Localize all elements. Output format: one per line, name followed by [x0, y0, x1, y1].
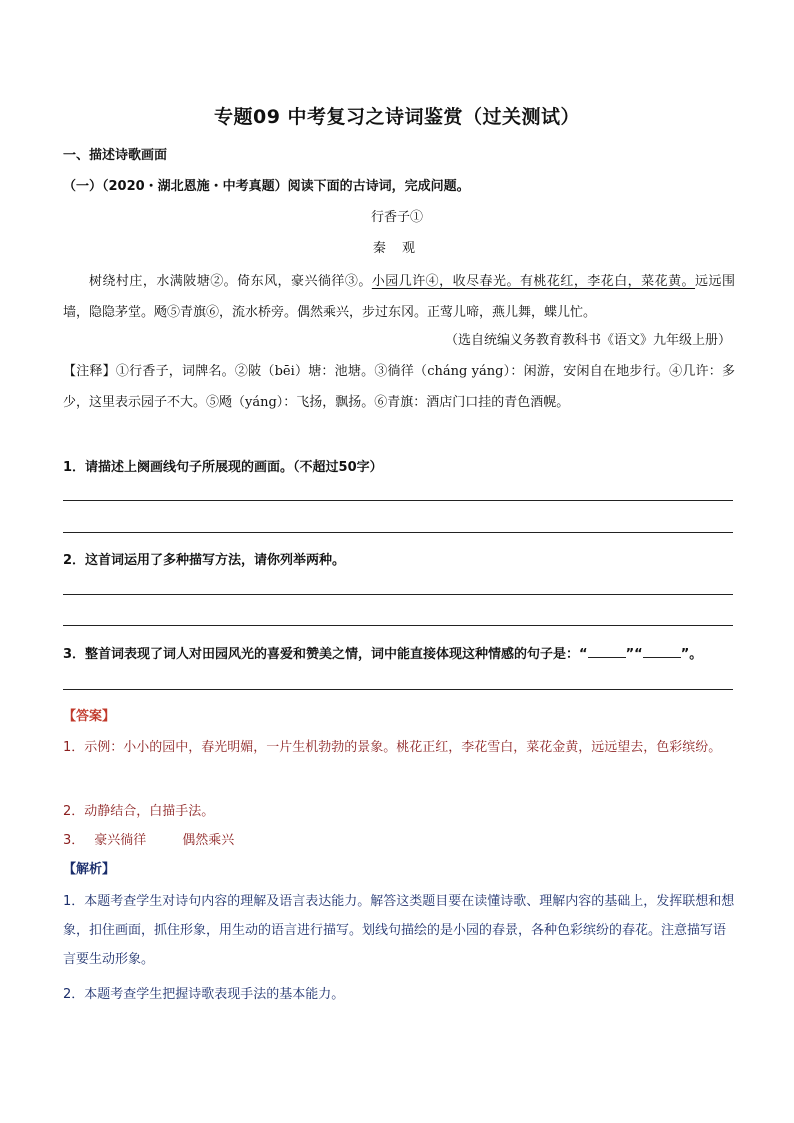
poem-body-part2: 远远围墙，隐隐茅堂。飏⑤青旗⑥，流水桥旁。偶然乘兴，步过东冈。正莺儿啼，燕儿舞，蝶儿忙。	[63, 274, 735, 320]
poem-body-part1: 树绕村庄，水满陂塘②。倚东风，豪兴徜徉③。	[89, 274, 372, 289]
question-2: 2．这首词运用了多种描写方法，请你列举两种。	[63, 553, 346, 568]
fill-blank-2	[643, 645, 681, 658]
question-3-mid: ”“	[625, 647, 643, 662]
answer-line	[63, 532, 733, 533]
answer-label: 【答案】	[63, 709, 116, 724]
answer-3	[63, 829, 234, 848]
poem-source: （选自统编义务教育教科书《语文》九年级上册）	[444, 333, 731, 348]
question-3-prefix: 3．整首词表现了词人对田园风光的喜爱和赞美之情，词中能直接体现这种情感的句子是：“	[63, 647, 588, 662]
poem-title: 行香子①	[370, 210, 423, 225]
analysis-2: 2．本题考查学生把握诗歌表现手法的基本能力。	[63, 987, 345, 1002]
answer-line	[63, 625, 733, 626]
poem-body	[63, 266, 735, 328]
question-source: （一）（2020・湖北恩施・中考真题）阅读下面的古诗词，完成问题。	[63, 179, 470, 194]
answer-1: 1．示例：小小的园中，春光明媚，一片生机勃勃的景象。桃花正红，李花雪白，菜花金黄，远远望去，色彩缤纷。	[63, 740, 722, 755]
section-heading: 一、描述诗歌画面	[63, 148, 168, 163]
poem-author: 秦 观	[372, 241, 422, 256]
question-1: 1．请描述上阕画线句子所展现的画面。（不超过50字）	[63, 460, 383, 475]
answer-2: 2．动静结合，白描手法。	[63, 804, 215, 819]
question-3	[63, 643, 702, 662]
answer-line	[63, 689, 733, 690]
fill-blank-1	[588, 645, 626, 658]
analysis-1: 1．本题考查学生对诗句内容的理解及语言表达能力。解答这类题目要在读懂诗歌、理解内容的基础上，发挥联想和想象，扣住画面，抓住形象，用生动的语言进行描写。划线句描绘的是小园的春景，各种色彩缤纷的春花。注意描写语言要生动形象。	[63, 894, 735, 967]
analysis-label: 【解析】	[63, 862, 116, 877]
poem-underlined-lines: 小园几许④，收尽春光。有桃花红，李花白，菜花黄。	[371, 274, 696, 289]
question-3-suffix: ”。	[680, 647, 703, 662]
answer-line	[63, 594, 733, 595]
answer-line	[63, 500, 733, 501]
page-title: 专题09 中考复习之诗词鉴赏（过关测试）	[213, 106, 581, 128]
poem-notes: 【注释】①行香子，词牌名。②陂（bēi）塘：池塘。③徜徉（cháng yáng）：闲游，安闲自在地步行。④几许：多少，这里表示园子不大。⑤飏（yáng）：飞扬，飘扬。⑥青旗：酒店门口挂的青色酒幌。	[63, 364, 735, 410]
answer-3-number: 3．	[63, 833, 85, 848]
answer-3-part1: 豪兴徜徉	[94, 833, 147, 848]
answer-3-part2: 偶然乘兴	[182, 833, 235, 848]
